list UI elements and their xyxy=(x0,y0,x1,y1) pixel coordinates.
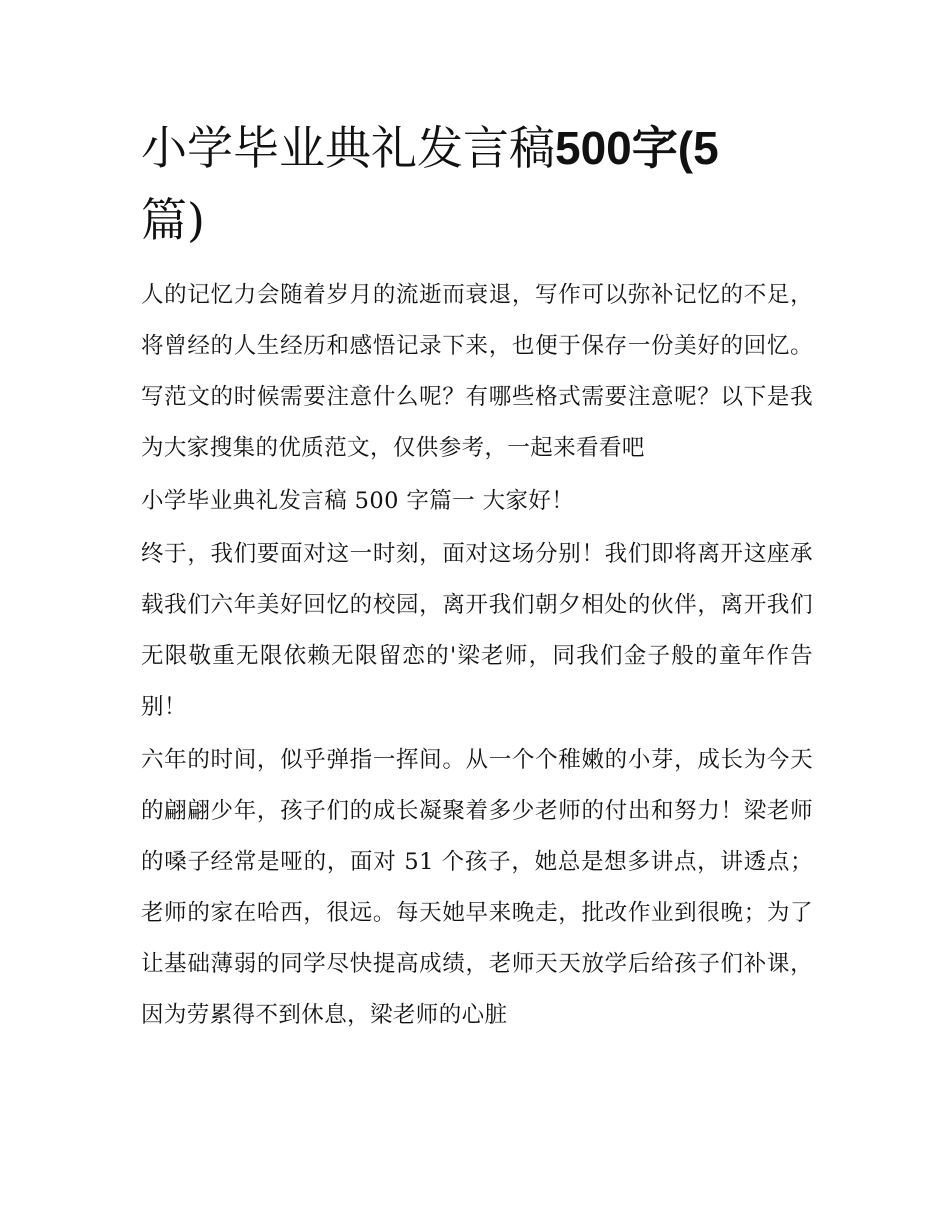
speech-paragraph: 终于，我们要面对这一时刻，面对这场分别！我们即将离开这座承载我们六年美好回忆的校园，离开我们朝夕相处的伙伴，离开我们无限敬重无限依赖无限留恋的'梁老师，同我们金子般的童年作告别！ xyxy=(141,541,813,720)
document-body xyxy=(141,112,813,1043)
speech-paragraph: 六年的时间，似乎弹指一挥间。从一个个稚嫩的小芽，成长为今天的翩翩少年，孩子们的成长凝聚着多少老师的付出和努力！梁老师的嗓子经常是哑的，面对 51 个孩子，她总是想多讲点，讲透点；老师的家在哈西，很远。每天她早来晚走，批改作业到很晚；为了让基础薄弱的同学尽快提高成绩，老师天天放学后给孩子们补课，因为劳累得不到休息，梁老师的心脏 xyxy=(141,747,813,1028)
title-text-part1: 小学毕业典礼发言稿 xyxy=(141,121,555,175)
title-text-part3: 篇) xyxy=(141,193,205,247)
document-title xyxy=(141,112,813,256)
speech-heading: 小学毕业典礼发言稿 500 字篇一 大家好！ xyxy=(141,488,575,514)
title-number: 500 xyxy=(555,122,632,174)
intro-paragraph: 人的记忆力会随着岁月的流逝而衰退，写作可以弥补记忆的不足，将曾经的人生经历和感悟记录下来，也便于保存一份美好的回忆。写范文的时候需要注意什么呢？有哪些格式需要注意呢？以下是我为大家搜集的优质范文，仅供参考，一起来看看吧 xyxy=(141,282,813,461)
title-text-part2: 字(5 xyxy=(631,122,719,174)
